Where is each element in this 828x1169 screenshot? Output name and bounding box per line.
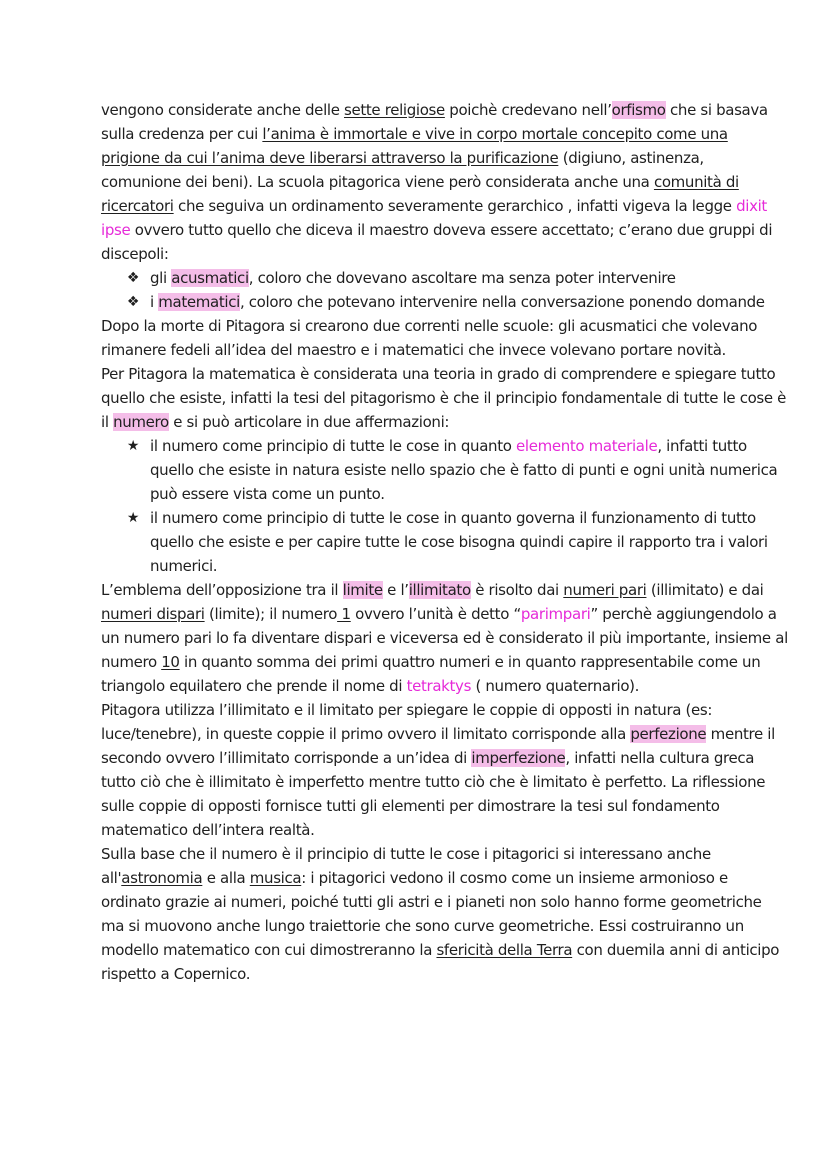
text: : i pitagorici vedono il cosmo come un insieme armonioso e ordinato grazie ai numeri, poiché tutti gli astri e i pianeti non solo hanno forme geometriche ma si muovono anche lungo traiettorie che sono curve geometriche. Essi costruiranno un modello matematico con cui dimostreranno la [101, 869, 762, 959]
underlined-term: musica [249, 869, 302, 887]
text: che si basava sulla credenza per cui [101, 101, 768, 143]
text: con duemila anni di anticipo rispetto a Copernico. [101, 941, 780, 983]
text: ovvero l’unità è detto “ [350, 605, 521, 623]
text: il numero come principio di tutte le cose in quanto [150, 437, 516, 455]
text: Pitagora utilizza l’illimitato e il limitato per spiegare le coppie di opposti in natura (es: luce/tenebre), in queste coppie il primo ovvero il limitato corrisponde alla [101, 701, 713, 743]
highlighted-term: matematici [158, 293, 240, 311]
star-bullet-icon: ★ [126, 438, 140, 454]
pink-term: dixit ipse [101, 197, 767, 239]
disciples-list [101, 266, 788, 314]
highlighted-term: imperfezione [471, 749, 566, 767]
text: ovvero tutto quello che diceva il maestro doveva essere accettato; c’erano due gruppi di discepoli: [101, 221, 773, 263]
highlighted-term: perfezione [630, 725, 707, 743]
text: e l’ [382, 581, 409, 599]
underlined-term: sette religiose [344, 101, 445, 119]
text: vengono considerate anche delle [101, 101, 344, 119]
list-item [101, 506, 788, 578]
text: (digiuno, astinenza, comunione dei beni). La scuola pitagorica viene però considerata anche una [101, 149, 704, 191]
text: ( numero quaternario). [471, 677, 640, 695]
underlined-term: numeri pari [563, 581, 647, 599]
text: Per Pitagora la matematica è considerata una teoria in grado di comprendere e spiegare tutto quello che esiste, infatti la tesi del pitagorismo è che il principio fondamentale di tutte le cose è il [101, 365, 787, 431]
highlighted-term: illimitato [408, 581, 471, 599]
text: , infatti nella cultura greca tutto ciò che è illimitato è imperfetto mentre tutto ciò che è limitato è perfetto. La riflessione sulle coppie di opposti fornisce tutti gli elementi per dimostrare la tesi sul fondamento matematico dell’intera realtà. [101, 749, 766, 839]
text: L’emblema dell’opposizione tra il [101, 581, 343, 599]
statements-list [101, 434, 788, 578]
underlined-term: numeri dispari [101, 605, 205, 623]
text: poichè credevano nell’ [444, 101, 612, 119]
text: Sulla base che il numero è il principio di tutte le cose i pitagorici si interessano anche all' [101, 845, 711, 887]
diamond-bullet-icon: ❖ [126, 270, 140, 286]
underlined-phrase: l’anima è immortale e vive in corpo mortale concepito come una prigione da cui l’anima deve liberarsi attraverso la purificazione [101, 125, 728, 167]
underlined-term: comunità di ricercatori [101, 173, 739, 215]
text: (limite); il numero [204, 605, 338, 623]
paragraph-number-principle [101, 362, 788, 434]
text: che seguiva un ordinamento severamente gerarchico , infatti vigeva la legge [173, 197, 737, 215]
highlighted-term: acusmatici [171, 269, 249, 287]
underlined-phrase: sfericità della Terra [436, 941, 573, 959]
list-item [101, 290, 788, 314]
text: gli [150, 269, 172, 287]
star-bullet-icon: ★ [126, 510, 140, 526]
text: e alla [202, 869, 250, 887]
highlighted-term: limite [342, 581, 383, 599]
text: mentre il secondo ovvero l’illimitato corrisponde a un’idea di [101, 725, 775, 767]
paragraph-religious-sect [101, 98, 788, 266]
text: e si può articolare in due affermazioni: [168, 413, 450, 431]
text: in quanto somma dei primi quattro numeri e in quanto rappresentabile come un triangolo equilatero che prende il nome di [101, 653, 761, 695]
text: è risolto dai [470, 581, 564, 599]
underlined-term: 1 [337, 605, 351, 623]
highlighted-term: orfismo [611, 101, 666, 119]
underlined-term: astronomia [121, 869, 203, 887]
paragraph-astronomy-music [101, 842, 788, 986]
paragraph-limit-unlimited [101, 578, 788, 698]
list-item [101, 266, 788, 290]
pink-term: tetraktys [406, 677, 472, 695]
paragraph-opposites [101, 698, 788, 842]
text: i [150, 293, 159, 311]
pink-term: parimpari [520, 605, 591, 623]
text: il numero come principio di tutte le cose in quanto governa il funzionamento di tutto quello che esiste e per capire tutte le cose bisogna quindi capire il rapporto tra i valori numerici. [150, 509, 768, 575]
highlighted-term: numero [113, 413, 169, 431]
text: , infatti tutto quello che esiste in natura esiste nello spazio che è fatto di punti e ogni unità numerica può essere vista come un punto. [150, 437, 778, 503]
text: , coloro che dovevano ascoltare ma senza poter intervenire [248, 269, 676, 287]
list-item [101, 434, 788, 506]
text: ” perchè aggiungendolo a un numero pari lo fa diventare dispari e viceversa ed è considerato il più importante, insieme al numero [101, 605, 788, 671]
underlined-term: 10 [161, 653, 180, 671]
text: , coloro che potevano intervenire nella conversazione ponendo domande [239, 293, 765, 311]
text: (illimitato) e dai [646, 581, 764, 599]
diamond-bullet-icon: ❖ [126, 294, 140, 310]
pink-term: elemento materiale [516, 437, 658, 455]
paragraph-two-currents: Dopo la morte di Pitagora si crearono due correnti nelle scuole: gli acusmatici che volevano rimanere fedeli all’idea del maestro e i matematici che invece volevano portare novità. [101, 317, 758, 359]
